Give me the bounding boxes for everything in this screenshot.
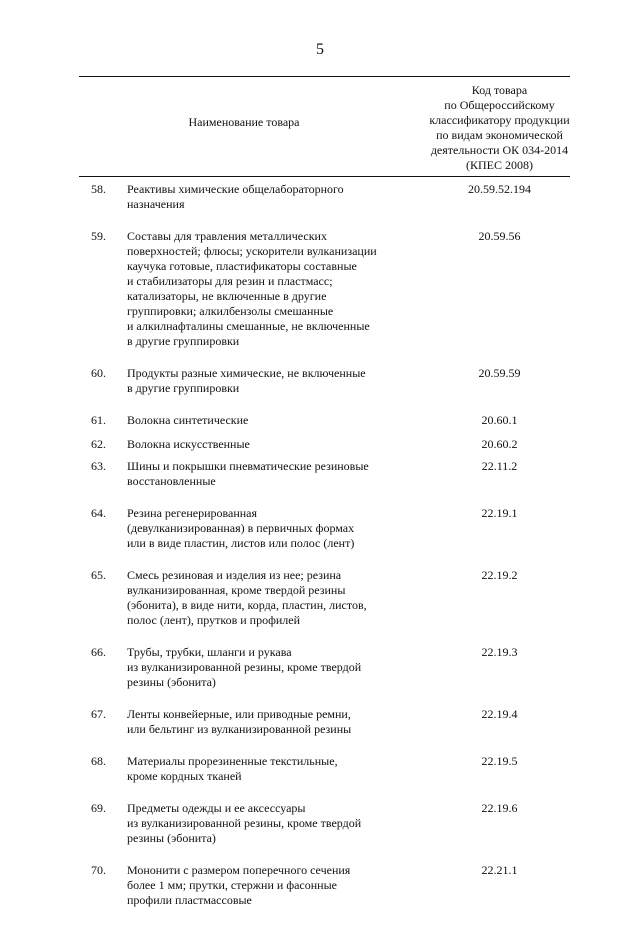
page-number: 5 xyxy=(316,41,324,58)
row-number: 66. xyxy=(91,645,106,659)
row-name xyxy=(127,645,402,690)
row-name-line: и алкилнафталины смешанные, не включенные xyxy=(127,319,370,333)
row-code: 22.21.1 xyxy=(481,863,518,877)
row-name xyxy=(127,182,402,212)
row-code: 22.19.2 xyxy=(481,568,518,582)
row-name-line: из вулканизированной резины, кроме твердой xyxy=(127,660,362,674)
table-row xyxy=(79,437,570,452)
row-number: 59. xyxy=(91,229,106,243)
row-name-line: восстановленные xyxy=(127,474,216,488)
row-name-line: профили пластмассовые xyxy=(127,893,252,907)
row-name-line: более 1 мм; прутки, стержни и фасонные xyxy=(127,878,337,892)
row-name-line: и стабилизаторы для резин и пластмасс; xyxy=(127,274,333,288)
row-name-line: Предметы одежды и ее аксессуары xyxy=(127,801,306,815)
row-number: 65. xyxy=(91,568,106,582)
table-row xyxy=(79,182,570,212)
row-number: 58. xyxy=(91,182,106,196)
row-name-line: каучука готовые, пластификаторы составные xyxy=(127,259,357,273)
table-row xyxy=(79,754,570,784)
row-name-line: Продукты разные химические, не включенные xyxy=(127,366,366,380)
row-number: 70. xyxy=(91,863,106,877)
row-number: 63. xyxy=(91,459,106,473)
table-row xyxy=(79,366,570,396)
table-row xyxy=(79,568,570,628)
row-code: 22.11.2 xyxy=(481,459,518,473)
row-name-line: Трубы, трубки, шланги и рукава xyxy=(127,645,292,659)
table-row xyxy=(79,645,570,690)
row-number: 67. xyxy=(91,707,106,721)
row-code: 22.19.3 xyxy=(481,645,518,659)
table-row xyxy=(79,863,570,908)
row-name-line: вулканизированная, кроме твердой резины xyxy=(127,583,346,597)
row-number: 60. xyxy=(91,366,106,380)
row-name-line: полос (лент), прутков и профилей xyxy=(127,613,301,627)
row-name-line: поверхностей; флюсы; ускорители вулканизации xyxy=(127,244,377,258)
row-name-line: Реактивы химические общелабораторного xyxy=(127,182,344,196)
row-code: 20.59.52.194 xyxy=(468,182,531,196)
row-code: 20.59.59 xyxy=(478,366,521,380)
row-number: 69. xyxy=(91,801,106,815)
table-row xyxy=(79,801,570,846)
header-line: деятельности ОК 034-2014 xyxy=(430,143,569,157)
row-name xyxy=(127,754,402,784)
row-name-line: резины (эбонита) xyxy=(127,831,216,845)
row-number: 68. xyxy=(91,754,106,768)
header-line: классификатору продукции xyxy=(429,113,570,127)
table-row xyxy=(79,707,570,737)
row-name-line: (эбонита), в виде нити, корда, пластин, листов, xyxy=(127,598,367,612)
row-name-line: Резина регенерированная xyxy=(127,506,258,520)
row-name xyxy=(127,459,402,489)
column-header-name: Наименование товара xyxy=(188,115,300,129)
row-code: 20.59.56 xyxy=(478,229,521,243)
row-name-line: кроме кордных тканей xyxy=(127,769,242,783)
row-name-line: из вулканизированной резины, кроме твердой xyxy=(127,816,362,830)
row-name-line: назначения xyxy=(127,197,185,211)
row-name-line: Шины и покрышки пневматические резиновые xyxy=(127,459,369,473)
header-line: по видам экономической xyxy=(436,128,563,142)
row-name-line: в другие группировки xyxy=(127,334,240,348)
row-name xyxy=(127,801,402,846)
row-name-line: Волокна искусственные xyxy=(127,437,250,451)
row-name-line: Составы для травления металлических xyxy=(127,229,327,243)
row-name-line: Ленты конвейерные, или приводные ремни, xyxy=(127,707,351,721)
row-name xyxy=(127,506,402,551)
row-name-line: Волокна синтетические xyxy=(127,413,249,427)
row-name-line: или в виде пластин, листов или полос (лент) xyxy=(127,536,355,550)
row-name xyxy=(127,366,402,396)
row-name-line: в другие группировки xyxy=(127,381,240,395)
row-name-line: группировки; алкилбензолы смешанные xyxy=(127,304,334,318)
row-name-line: Материалы прорезиненные текстильные, xyxy=(127,754,338,768)
table-row xyxy=(79,506,570,551)
table-row xyxy=(79,413,570,428)
header-line: по Общероссийскому xyxy=(444,98,555,112)
row-code: 20.60.2 xyxy=(481,437,518,451)
table-row xyxy=(79,229,570,349)
table-body xyxy=(79,182,570,925)
row-name-line: резины (эбонита) xyxy=(127,675,216,689)
row-name-line: катализаторы, не включенные в другие xyxy=(127,289,327,303)
row-name xyxy=(127,568,402,628)
header-line: (КПЕС 2008) xyxy=(466,158,533,172)
row-name-line: (девулканизированная) в первичных формах xyxy=(127,521,355,535)
row-name xyxy=(127,707,402,737)
table-header xyxy=(79,76,570,177)
row-name-line: Мононити с размером поперечного сечения xyxy=(127,863,351,877)
row-code: 22.19.5 xyxy=(481,754,518,768)
row-name-line: Смесь резиновая и изделия из нее; резина xyxy=(127,568,342,582)
row-name xyxy=(127,863,402,908)
table-row xyxy=(79,459,570,489)
header-line: Код товара xyxy=(471,83,528,97)
row-code: 20.60.1 xyxy=(481,413,518,427)
row-name xyxy=(127,229,402,349)
column-header-code xyxy=(429,83,570,173)
row-name xyxy=(127,437,402,452)
row-name-line: или бельтинг из вулканизированной резины xyxy=(127,722,352,736)
row-name xyxy=(127,413,402,428)
row-code: 22.19.1 xyxy=(481,506,518,520)
row-code: 22.19.4 xyxy=(481,707,518,721)
row-number: 62. xyxy=(91,437,106,451)
row-number: 61. xyxy=(91,413,106,427)
row-number: 64. xyxy=(91,506,106,520)
row-code: 22.19.6 xyxy=(481,801,518,815)
